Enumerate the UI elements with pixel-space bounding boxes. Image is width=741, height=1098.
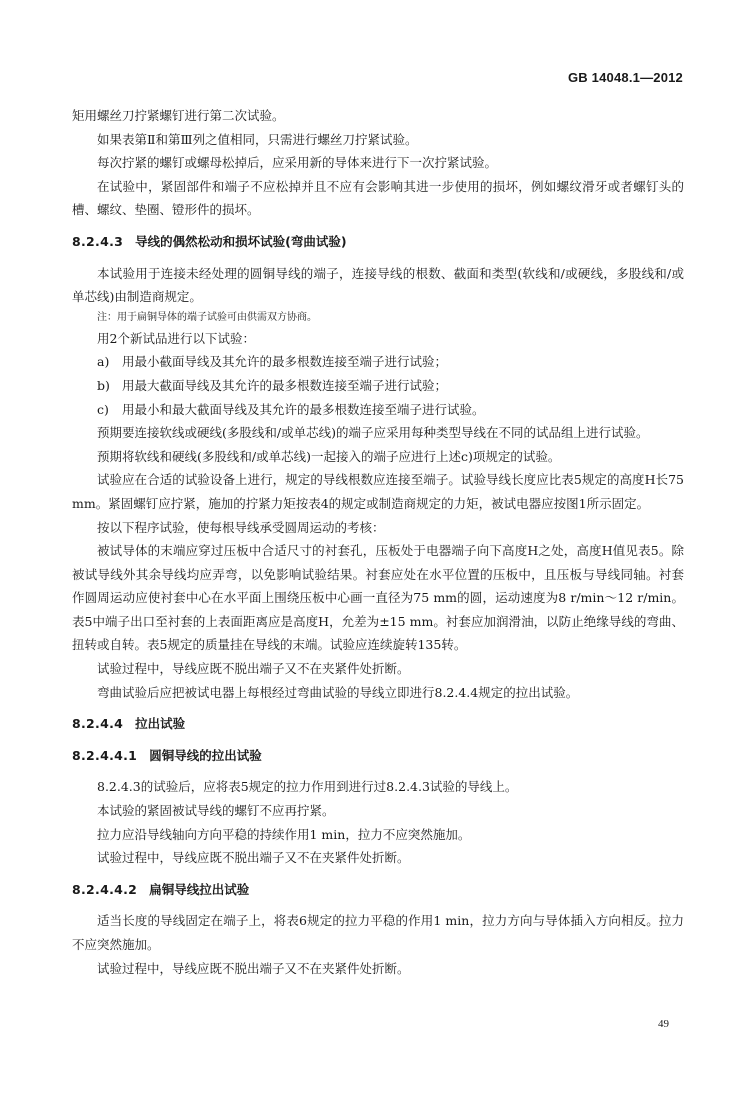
- list-item: [72, 374, 684, 398]
- section-number: 8.2.4.3: [72, 233, 124, 249]
- section-title: 扁铜导线拉出试验: [149, 881, 250, 897]
- section-title: 圆铜导线的拉出试验: [149, 747, 262, 763]
- paragraph: 本试验用于连接未经处理的圆铜导线的端子，连接导线的根数、截面和类型(软线和/或硬线，多股线和/或单芯线)由制造商规定。: [72, 265, 684, 305]
- paragraph: 在试验中，紧固部件和端子不应松掉并且不应有会影响其进一步使用的损坏，例如螺纹滑牙或者螺钉头的槽、螺纹、垫圈、镫形件的损坏。: [72, 178, 684, 218]
- paragraph: 按以下程序试验，使每根导线承受圆周运动的考核：: [97, 519, 385, 535]
- paragraph: 试验过程中，导线应既不脱出端子又不在夹紧件处折断。: [97, 850, 410, 866]
- paragraph: 试验过程中，导线应既不脱出端子又不在夹紧件处折断。: [97, 661, 410, 677]
- section-heading: [72, 712, 684, 736]
- list-text: 用最大截面导线及其允许的最多根数连接至端子进行试验；: [122, 377, 448, 393]
- list-marker: b): [97, 377, 110, 393]
- paragraph: 用2个新试品进行以下试验：: [97, 330, 255, 346]
- paragraph: 试验应在合适的试验设备上进行，规定的导线根数应连接至端子。试验导线长度应比表5规定的高度H长75 mm。紧固螺钉应拧紧，施加的拧紧力矩按表4的规定或制造商规定的力矩，被试电器应按图1所示固定。: [72, 472, 684, 511]
- paragraph: 矩用螺丝刀拧紧螺钉进行第二次试验。: [72, 108, 285, 123]
- paragraph: 拉力应沿导线轴向方向平稳的持续作用1 min，拉力不应突然施加。: [97, 826, 471, 842]
- list-marker: c): [97, 401, 109, 417]
- paragraph: 如果表第Ⅱ和第Ⅲ列之值相同，只需进行螺丝刀拧紧试验。: [97, 131, 418, 147]
- paragraph: 试验过程中，导线应既不脱出端子又不在夹紧件处折断。: [97, 960, 410, 976]
- document-body: [72, 104, 684, 980]
- paragraph: 适当长度的导线固定在端子上，将表6规定的拉力平稳的作用1 min，拉力方向与导体插入方向相反。拉力不应突然施加。: [72, 913, 684, 952]
- list-marker: a): [97, 354, 110, 370]
- list-item: [72, 398, 684, 422]
- section-number: 8.2.4.4.1: [72, 747, 138, 763]
- paragraph: 被试导体的末端应穿过压板中合适尺寸的衬套孔，压板处于电器端子向下高度H之处，高度H值见表5。除被试导线外其余导线均应弄弯，以免影响试验结果。衬套应处在水平位置的压板中，且压板与导线同轴。衬套作圆周运动应使衬套中心在水平面上围绕压板中心画一直径为75 mm的圆，运动速度为8 r/min～12 r/min。表5中端子出口至衬套的上表面距离应是高度H，允差为±15 mm。衬套应加润滑油，以防止绝缘导线的弯曲、扭转或自转。表5规定的质量挂在导线的末端。试验应连续旋转135转。: [72, 543, 684, 653]
- page-number: 49: [658, 1018, 669, 1030]
- paragraph: 预期要连接软线或硬线(多股线和/或单芯线)的端子应采用每种类型导线在不同的试品组上进行试验。: [97, 425, 649, 441]
- list-text: 用最小截面导线及其允许的最多根数连接至端子进行试验；: [122, 354, 448, 370]
- section-title: 导线的偶然松动和损坏试验(弯曲试验): [135, 233, 347, 249]
- paragraph: 每次拧紧的螺钉或螺母松掉后，应采用新的导体来进行下一次拧紧试验。: [97, 155, 498, 171]
- paragraph: 8.2.4.3的试验后，应将表5规定的拉力作用到进行过8.2.4.3试验的导线上。: [97, 779, 518, 795]
- section-number: 8.2.4.4: [72, 716, 124, 732]
- section-heading: [72, 744, 684, 768]
- section-number: 8.2.4.4.2: [72, 881, 138, 897]
- list-text: 用最小和最大截面导线及其允许的最多根数连接至端子进行试验。: [122, 401, 485, 417]
- note: 注：用于扁铜导体的端子试验可由供需双方协商。: [97, 311, 317, 323]
- paragraph: 弯曲试验后应把被试电器上每根经过弯曲试验的导线立即进行8.2.4.4规定的拉出试验。: [97, 684, 579, 700]
- section-title: 拉出试验: [135, 716, 186, 732]
- paragraph: 本试验的紧固被试导线的螺钉不应再拧紧。: [97, 803, 335, 819]
- paragraph: 预期将软线和硬线(多股线和/或单芯线)一起接入的端子应进行上述c)项规定的试验。: [97, 448, 561, 464]
- section-heading: [72, 878, 684, 902]
- section-heading: [72, 230, 684, 254]
- standard-code: GB 14048.1—2012: [567, 70, 683, 85]
- list-item: [72, 350, 684, 374]
